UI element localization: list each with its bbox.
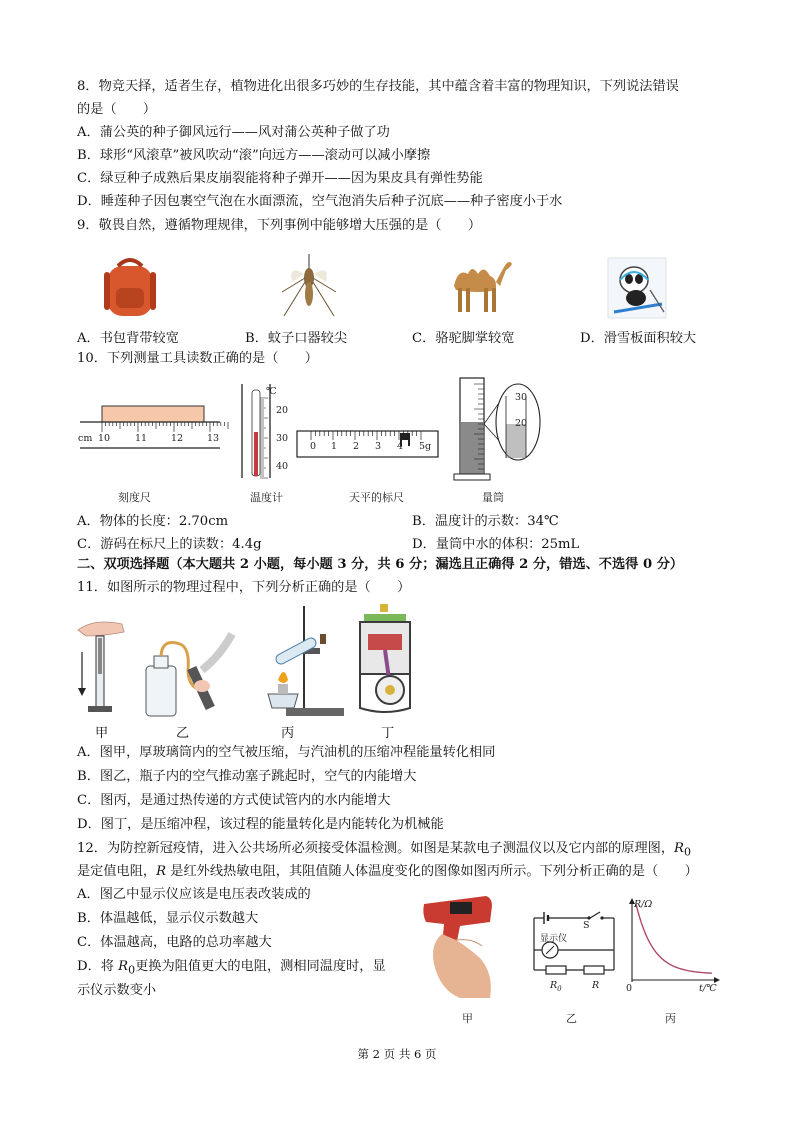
- q9-stem: 9．敬畏自然，遵循物理规律，下列事例中能够增大压强的是（ ）: [77, 218, 482, 233]
- q12-option-b: B．体温越低，显示仪示数越大: [77, 911, 259, 926]
- q12-r0-symbol: R: [674, 841, 684, 856]
- beam-tick-5g: 5g: [419, 441, 432, 452]
- q11-option-b: B．图乙，瓶子内的空气推动塞子跳起时，空气的内能增大: [77, 769, 417, 784]
- q12-stem-line2-text-b: 是红外线热敏电阻，其阻值随人体温度变化的图像如图丙所示。下列分析正确的是（ ）: [166, 864, 698, 879]
- beam-tick-1: 1: [331, 441, 338, 452]
- backpack-image: [100, 258, 160, 320]
- caption-fig-yi: 乙: [176, 726, 190, 741]
- skier-mascot-image: [606, 256, 668, 320]
- caption-cylinder: 量筒: [482, 491, 504, 504]
- caption-fig-bing: 丙: [281, 726, 295, 741]
- ruler-tick-12: 12: [171, 433, 184, 444]
- q12-r0-subscript: 0: [683, 845, 691, 859]
- q12-option-c: C．体温越高，电路的总功率越大: [77, 935, 272, 950]
- q12-option-d-line2: 示仪示数变小: [77, 983, 157, 998]
- fig-bing-resistance-graph: [628, 898, 720, 982]
- cylinder-tick-30: 30: [515, 392, 528, 403]
- q11-option-d: D．图丁，是压缩冲程，该过程的能量转化是内能转化为机械能: [77, 817, 444, 832]
- q12-option-d-line1: [77, 958, 386, 980]
- circuit-switch-label: S: [583, 920, 590, 931]
- thermometer-tick-20: 20: [276, 405, 289, 416]
- circuit-r0-label: [550, 980, 562, 993]
- beam-tick-0: 0: [310, 441, 317, 452]
- q12-r-symbol: R: [156, 864, 167, 879]
- caption-balance-beam: 天平的标尺: [349, 491, 404, 504]
- fig-ding-engine-cylinder: [356, 604, 414, 716]
- fig-yi-bottle-pump: [140, 626, 240, 718]
- graph-y-label: R/Ω: [634, 899, 653, 910]
- beam-tick-2: 2: [353, 441, 360, 452]
- graph-r-t-curve: [636, 904, 712, 973]
- q8-stem-line1: 8．物竞天择，适者生存，植物进化出很多巧妙的生存技能，其中蕴含着丰富的物理知识，下列说法错误: [77, 79, 679, 94]
- q12-stem-line2: [77, 863, 698, 881]
- graph-origin: 0: [626, 983, 633, 994]
- q12-option-a: A．图乙中显示仪应该是电压表改装成的: [77, 887, 311, 902]
- q9-option-b: B．蚊子口器较尖: [245, 331, 348, 346]
- q9-option-a: A．书包背带较宽: [77, 331, 179, 346]
- section2-heading: 二、双项选择题（本大题共 2 小题，每小题 3 分，共 6 分；漏选且正确得 2 分，错选、不选得 0 分）: [77, 557, 684, 572]
- q12-option-d-r0-sub: 0: [128, 963, 136, 977]
- fig-yi-circuit: [528, 902, 620, 990]
- q11-stem: 11．如图所示的物理过程中，下列分析正确的是（ ）: [77, 580, 411, 595]
- beam-tick-3: 3: [375, 441, 382, 452]
- mosquito-image: [278, 252, 340, 320]
- fig-jia-infrared-thermometer: [420, 894, 516, 998]
- page-footer: 第 2 页 共 6 页: [357, 1047, 437, 1061]
- q10-option-b: B．温度计的示数：34℃: [412, 514, 559, 529]
- thermometer-tick-40: 40: [276, 461, 289, 472]
- q10-stem: 10．下列测量工具读数正确的是（ ）: [77, 351, 318, 366]
- ruler-tick-10: 10: [98, 433, 111, 444]
- circuit-r0-sub: 0: [557, 984, 562, 993]
- caption-q12-jia: 甲: [462, 1012, 473, 1025]
- circuit-r0-symbol: R: [550, 980, 558, 991]
- q10-option-a: A．物体的长度：2.70cm: [77, 514, 229, 529]
- q12-stem-line2-text-a: 是定值电阻，: [77, 864, 157, 879]
- q12-option-d-r0: R: [118, 959, 129, 974]
- thermometer-tick-30: 30: [276, 433, 289, 444]
- q12-stem-line1: [77, 840, 691, 862]
- measuring-cylinder-diagram: [454, 376, 544, 482]
- q10-option-c: C．游码在标尺上的读数：4.4g: [77, 537, 262, 552]
- ruler-tick-11: 11: [135, 433, 148, 444]
- caption-fig-jia: 甲: [95, 726, 109, 741]
- fig-bing-test-tube-burner: [254, 604, 346, 718]
- cylinder-tick-20: 20: [515, 418, 528, 429]
- q8-option-b: B．球形“风滚草”被风吹动“滚”向远方——滚动可以减小摩擦: [77, 148, 431, 163]
- caption-thermometer: 温度计: [250, 491, 283, 504]
- circuit-r-label: R: [592, 980, 600, 991]
- balance-beam-diagram: [297, 430, 439, 460]
- q12-option-d-text-a: D．将: [77, 959, 119, 974]
- caption-fig-ding: 丁: [381, 726, 395, 741]
- q10-option-d: D．量筒中水的体积：25mL: [412, 537, 580, 552]
- thermometer-unit: ℃: [266, 386, 277, 397]
- circuit-display-label: 显示仪: [540, 934, 568, 944]
- q8-option-a: A．蒲公英的种子御风远行——风对蒲公英种子做了功: [77, 125, 390, 140]
- ruler-diagram: [80, 404, 220, 454]
- caption-q12-yi: 乙: [566, 1012, 577, 1025]
- q8-stem-line2: 的是（ ）: [77, 102, 157, 117]
- ruler-unit: cm: [78, 433, 93, 444]
- fig-jia-piston-tube: [74, 612, 134, 716]
- q11-option-a: A．图甲，厚玻璃筒内的空气被压缩，与汽油机的压缩冲程能量转化相同: [77, 745, 496, 760]
- caption-ruler: 刻度尺: [118, 491, 151, 504]
- q12-option-d-text-b: 更换为阻值更大的电阻，测相同温度时，显: [135, 959, 386, 974]
- q8-option-c: C．绿豆种子成熟后果皮崩裂能将种子弹开——因为果皮具有弹性势能: [77, 171, 483, 186]
- q8-option-d: D．睡莲种子因包裹空气泡在水面漂流，空气泡消失后种子沉底——种子密度小于水: [77, 194, 563, 209]
- caption-q12-bing: 丙: [665, 1012, 676, 1025]
- q12-stem-line1-text: 12．为防控新冠疫情，进入公共场所必须接受体温检测。如图是某款电子测温仪以及它内部的原理图，: [77, 841, 675, 856]
- q11-option-c: C．图丙，是通过热传递的方式使试管内的水内能增大: [77, 793, 391, 808]
- q9-option-c: C．骆驼脚掌较宽: [412, 331, 515, 346]
- q9-option-d: D．滑雪板面积较大: [580, 331, 697, 346]
- beam-tick-4: 4: [397, 441, 404, 452]
- ruler-tick-13: 13: [207, 433, 220, 444]
- camel-image: [440, 254, 514, 316]
- graph-x-label: t/℃: [699, 983, 717, 994]
